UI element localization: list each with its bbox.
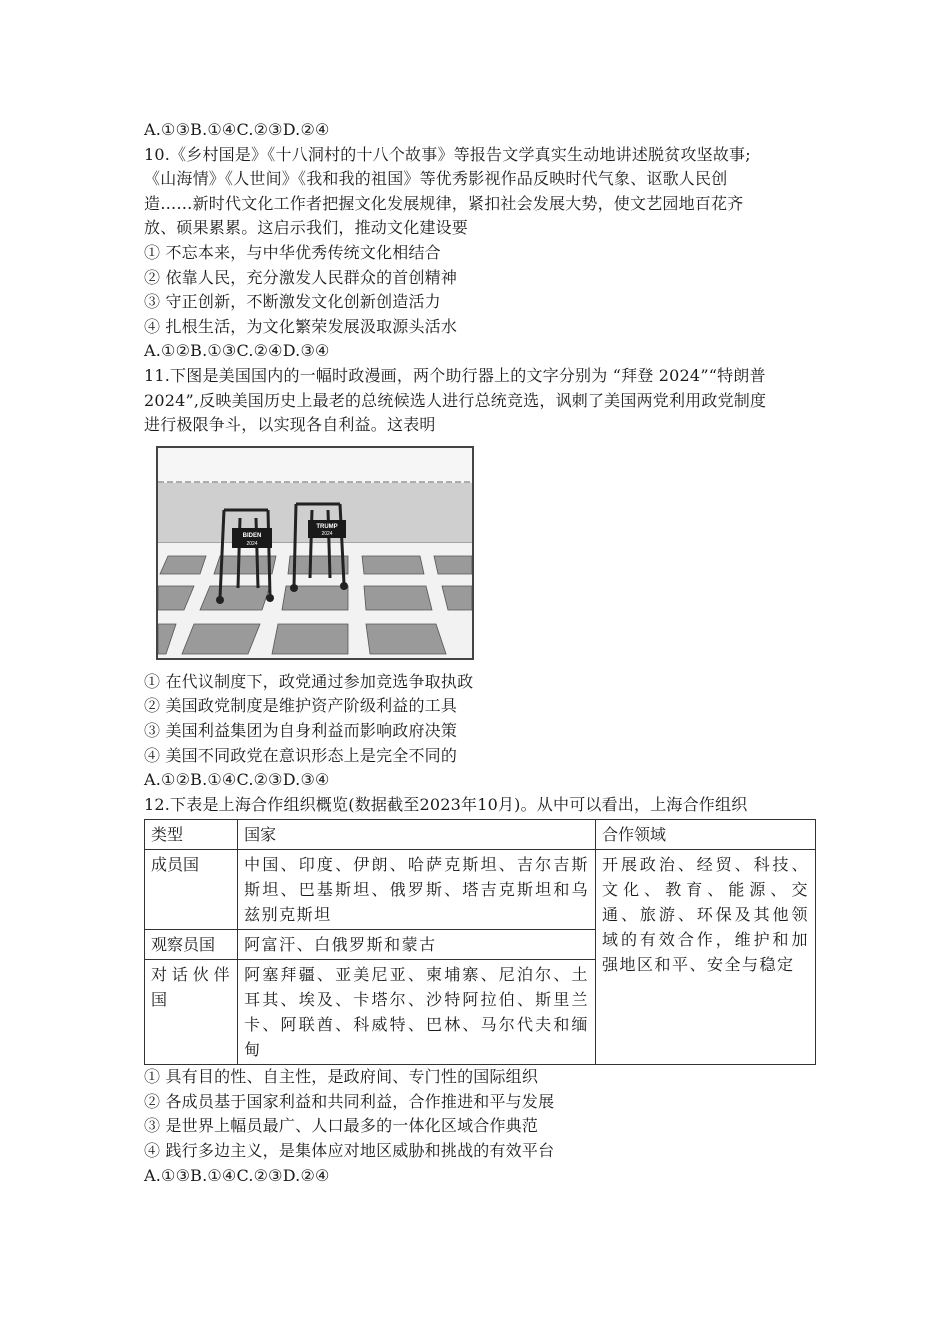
q11-stem-line: 2024”,反映美国历史上最老的总统候选人进行总统竞选，讽刺了美国两党利用政党制度	[144, 390, 767, 410]
question-11	[144, 364, 816, 793]
q10-item-3: ③ 守正创新，不断激发文化创新创造活力	[144, 292, 441, 312]
q11-item-1: ① 在代议制度下，政党通过参加竞选争取执政	[144, 671, 474, 691]
question-12	[144, 793, 816, 1189]
q10-options: A.①②B.①③C.②④D.③④	[144, 341, 330, 361]
sco-overview-table	[144, 819, 816, 1065]
q10-item-1: ① 不忘本来，与中华优秀传统文化相结合	[144, 242, 441, 262]
q11-item-2: ② 美国政党制度是维护资产阶级利益的工具	[144, 696, 458, 716]
table-cell-countries: 阿富汗、白俄罗斯和蒙古	[238, 930, 596, 960]
table-cell-type: 成员国	[145, 850, 238, 930]
q12-options: A.①③B.①④C.②③D.②④	[144, 1165, 330, 1185]
q12-item-4: ④ 践行多边主义，是集体应对地区威胁和挑战的有效平台	[144, 1141, 555, 1161]
q12-stem: 12.下表是上海合作组织概览(数据截至2023年10月)。从中可以看出，上海合作组织	[144, 794, 748, 814]
table-cell-cooperation: 开展政治、经贸、科技、文化、教育、能源、交通、旅游、环保及其他领域的有效合作，维护和加强地区和平、安全与稳定	[596, 850, 816, 1065]
q12-item-3: ③ 是世界上幅员最广、人口最多的一体化区域合作典范	[144, 1116, 539, 1136]
q12-item-1: ① 具有目的性、自主性，是政府间、专门性的国际组织	[144, 1067, 539, 1087]
q10-item-4: ④ 扎根生活，为文化繁荣发展汲取源头活水	[144, 316, 458, 336]
q10-stem-line: 《山海情》《人世间》《我和我的祖国》等优秀影视作品反映时代气象、讴歌人民创	[144, 169, 728, 189]
svg-text:2024: 2024	[246, 540, 258, 547]
q10-stem-line: 10.《乡村国是》《十八洞村的十八个故事》等报告文学真实生动地讲述脱贫攻坚故事;	[144, 144, 751, 164]
q10-stem-line: 造……新时代文化工作者把握文化发展规律，紧扣社会发展大势，使文艺园地百花齐	[144, 193, 744, 213]
table-row	[145, 850, 816, 930]
q11-stem-line: 进行极限争斗，以实现各自利益。这表明	[144, 415, 436, 435]
political-cartoon-image	[156, 446, 474, 660]
table-header: 合作领域	[596, 820, 816, 850]
svg-text:TRUMP: TRUMP	[316, 523, 338, 530]
table-header: 类型	[145, 820, 238, 850]
q12-item-2: ② 各成员基于国家利益和共同利益，合作推进和平与发展	[144, 1091, 555, 1111]
table-cell-countries: 中国、印度、伊朗、哈萨克斯坦、吉尔吉斯斯坦、巴基斯坦、俄罗斯、塔吉克斯坦和乌兹别克斯坦	[238, 850, 596, 930]
q10-stem-line: 放、硕果累累。这启示我们，推动文化建设要	[144, 218, 469, 238]
question-10	[144, 143, 816, 364]
table-cell-countries: 阿塞拜疆、亚美尼亚、柬埔寨、尼泊尔、土耳其、埃及、卡塔尔、沙特阿拉伯、斯里兰卡、阿联酋、科威特、巴林、马尔代夫和缅甸	[238, 960, 596, 1065]
q9-options: A.①③B.①④C.②③D.②④	[144, 120, 330, 139]
table-header: 国家	[238, 820, 596, 850]
table-header-row	[145, 820, 816, 850]
q11-item-3: ③ 美国利益集团为自身利益而影响政府决策	[144, 720, 458, 740]
exam-page	[144, 118, 816, 1188]
q10-item-2: ② 依靠人民，充分激发人民群众的首创精神	[144, 267, 458, 287]
q11-stem-line: 11.下图是美国国内的一幅时政漫画，两个助行器上的文字分别为 “拜登 2024”“特朗普	[144, 365, 766, 385]
svg-text:2024: 2024	[321, 530, 333, 537]
q11-options: A.①②B.①④C.②③D.③④	[144, 770, 330, 790]
svg-text:BIDEN: BIDEN	[242, 532, 262, 539]
table-cell-type: 观察员国	[145, 930, 238, 960]
table-cell-type: 对话伙伴国	[145, 960, 238, 1065]
q11-item-4: ④ 美国不同政党在意识形态上是完全不同的	[144, 745, 458, 765]
